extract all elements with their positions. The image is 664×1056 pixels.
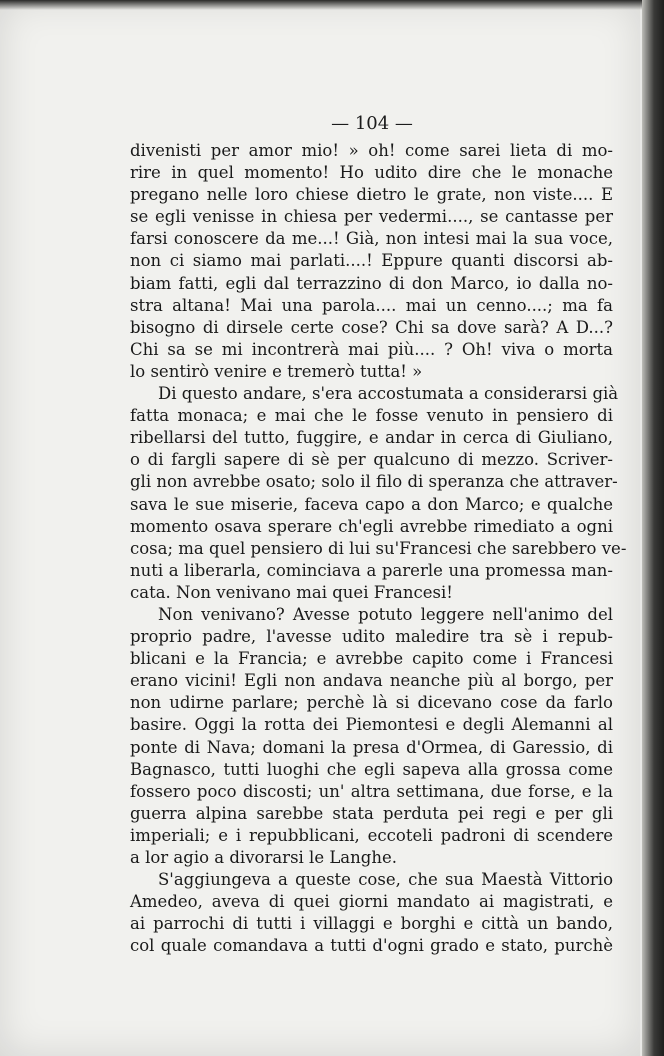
- text-line: col quale comandava a tutti d'ogni grado e stato, purchè: [130, 936, 613, 956]
- text-line: imperiali; e i repubblicani, eccoteli padroni di scendere: [130, 825, 613, 845]
- text-line: S'aggiungeva a queste cose, che sua Maestà Vittorio: [158, 870, 613, 890]
- text-line: gli non avrebbe osato; solo il filo di speranza che attraver-: [130, 472, 618, 492]
- text-line: non udirne parlare; perchè là si dicevano cose da farlo: [130, 693, 613, 713]
- text-line: ponte di Nava; domani la presa d'Ormea, di Garessio, di: [130, 737, 613, 757]
- text-line: divenisti per amor mio! » oh! come sarei lieta di mo-: [130, 141, 613, 160]
- text-line: ai parrochi di tutti i villaggi e borghi e città un bando,: [130, 914, 613, 934]
- text-line: rire in quel momento! Ho udito dire che le monache: [130, 163, 613, 183]
- text-line: erano vicini! Egli non andava neanche più al borgo, per: [130, 671, 613, 691]
- body-text: [130, 140, 627, 957]
- text-line: fatta monaca; e mai che le fosse venuto in pensiero di: [130, 406, 613, 426]
- scan-top-shadow: [0, 0, 664, 10]
- text-line: fossero poco discosti; un' altra settimana, due forse, e la: [130, 781, 613, 801]
- text-line: se egli venisse in chiesa per vedermi...., se cantasse per: [130, 207, 613, 227]
- page-number: — 104 —: [331, 113, 413, 134]
- scan-right-edge: [642, 0, 664, 1056]
- text-line: blicani e la Francia; e avrebbe capito come i Francesi: [130, 649, 613, 669]
- text-line: Amedeo, aveva di quei giorni mandato ai magistrati, e: [130, 892, 613, 912]
- text-line: Di questo andare, s'era accostumata a considerarsi già: [158, 384, 619, 404]
- text-line: nuti a liberarla, cominciava a parerle una promessa man-: [130, 560, 613, 580]
- text-line: guerra alpina sarebbe stata perduta pei regi e per gli: [130, 803, 613, 823]
- text-line: lo sentirò venire e tremerò tutta! »: [130, 361, 423, 381]
- text-line: cosa; ma quel pensiero di lui su'Francesi che sarebbero ve-: [130, 538, 627, 558]
- text-line: o di fargli sapere di sè per qualcuno di mezzo. Scriver-: [130, 450, 613, 470]
- text-line: basire. Oggi la rotta dei Piemontesi e degli Alemanni al: [130, 715, 613, 735]
- text-line: pregano nelle loro chiese dietro le grate, non viste.... E: [130, 185, 613, 205]
- text-line: biam fatti, egli dal terrazzino di don Marco, io dalla no-: [130, 273, 613, 293]
- text-line: sava le sue miserie, faceva capo a don Marco; e qualche: [130, 494, 613, 514]
- text-line: momento osava sperare ch'egli avrebbe rimediato a ogni: [130, 516, 613, 536]
- text-line: farsi conoscere da me...! Già, non intesi mai la sua voce,: [130, 229, 613, 249]
- text-line: proprio padre, l'avesse udito maledire tra sè i repub-: [130, 627, 613, 647]
- text-line: non ci siamo mai parlati....! Eppure quanti discorsi ab-: [130, 251, 613, 271]
- text-line: Non venivano? Avesse potuto leggere nell'animo del: [158, 604, 613, 624]
- text-line: Bagnasco, tutti luoghi che egli sapeva alla grossa come: [130, 759, 613, 779]
- text-line: a lor agio a divorarsi le Langhe.: [130, 848, 397, 867]
- text-line: ribellarsi del tutto, fuggire, e andar in cerca di Giuliano,: [130, 428, 613, 448]
- text-line: bisogno di dirsele certe cose? Chi sa dove sarà? A D...?: [130, 317, 613, 337]
- text-line: stra altana! Mai una parola.... mai un cenno....; ma fa: [130, 295, 613, 315]
- text-line: Chi sa se mi incontrerà mai più.... ? Oh! viva o morta: [130, 339, 613, 359]
- text-line: cata. Non venivano mai quei Francesi!: [130, 582, 453, 602]
